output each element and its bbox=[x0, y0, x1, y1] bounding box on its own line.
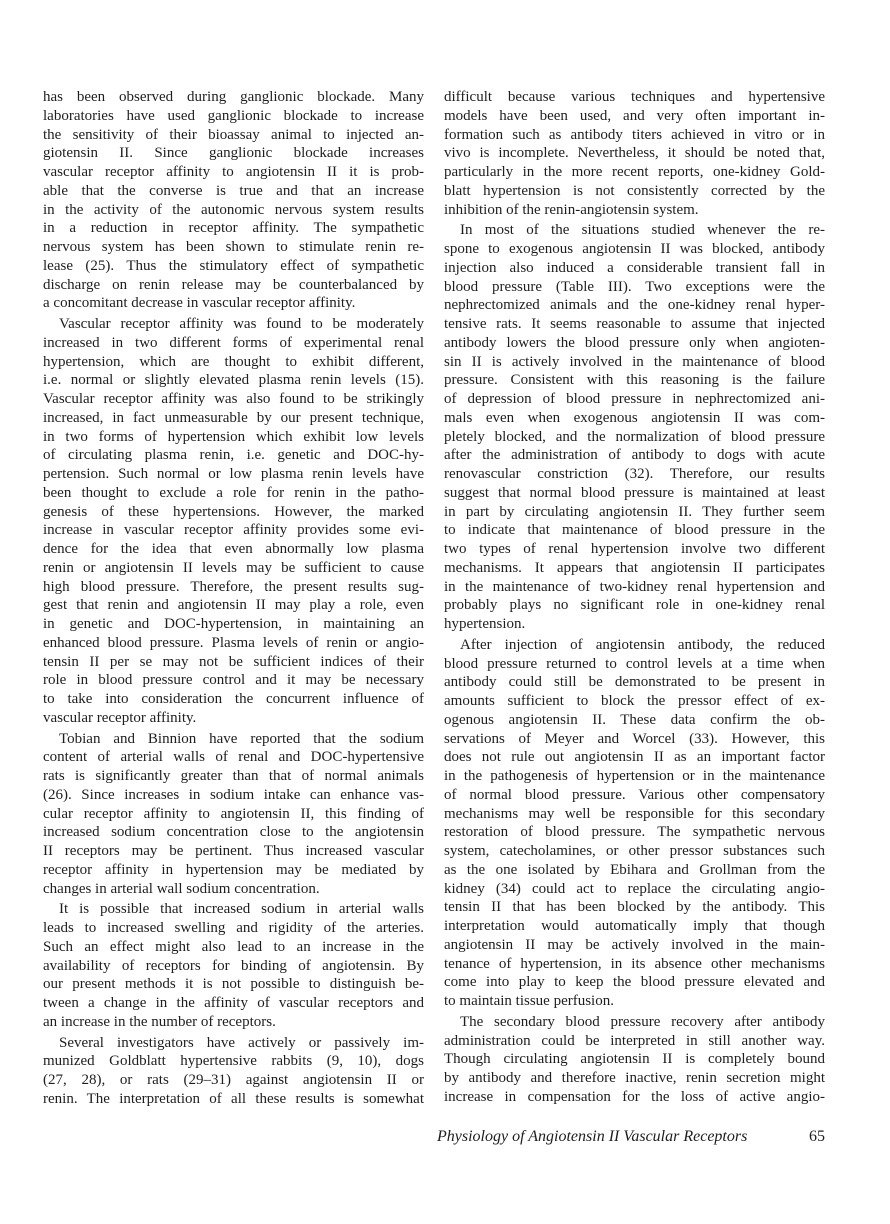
text-line: come into play to keep the blood pressure elevated and bbox=[444, 974, 825, 991]
text-line: gest that renin and angiotensin II may play a role, even bbox=[43, 597, 424, 614]
text-line: in the activity of the autonomic nervous system results bbox=[43, 201, 424, 218]
text-line: does not rule out angiotensin II as an important factor bbox=[444, 749, 825, 766]
text-line: spone to exogenous angiotensin II was blocked, antibody bbox=[444, 241, 825, 257]
text-line: renin or angiotensin II levels may be sufficient to cause bbox=[43, 559, 424, 576]
text-line: in genetic and DOC-hypertension, in maintaining an bbox=[43, 616, 424, 632]
text-line: restoration of blood pressure. The sympathetic nervous bbox=[444, 824, 825, 841]
text-line: to take into consideration the concurrent influence of bbox=[43, 691, 424, 707]
text-line: to maintain tissue perfusion. bbox=[444, 993, 614, 1009]
paragraph bbox=[43, 315, 424, 728]
text-line: ogenous angiotensin II. These data confirm the ob- bbox=[444, 711, 825, 728]
text-line: increased sodium concentration close to the angiotensin bbox=[43, 824, 424, 841]
text-line: injection also induced a considerable transient fall in bbox=[444, 259, 825, 276]
text-line: Though circulating angiotensin II is completely bound bbox=[444, 1051, 825, 1068]
text-line: as the one isolated by Ebihara and Grollman from the bbox=[444, 861, 825, 878]
text-line: increase in vascular receptor affinity provides some evi- bbox=[43, 522, 424, 539]
text-line: sin II is actively involved in the maintenance of blood bbox=[444, 353, 825, 370]
text-line: nephrectomized animals and the one-kidney renal hyper- bbox=[444, 297, 825, 314]
text-line: able that the converse is true and that an increase bbox=[43, 182, 424, 199]
text-line: servations of Meyer and Worcel (33). However, this bbox=[444, 730, 825, 747]
text-line: increased in two different forms of experimental renal bbox=[43, 334, 424, 351]
text-line: blood pressure returned to control levels at a time when bbox=[444, 655, 825, 672]
text-line: availability of receptors for binding of angiotensin. By bbox=[43, 957, 424, 974]
text-line: pressure. Consistent with this reasoning is the failure bbox=[444, 372, 825, 389]
text-line: after the administration of antibody to dogs with acute bbox=[444, 447, 825, 464]
text-line: tenance of hypertension, in its absence other mechanisms bbox=[444, 955, 825, 972]
text-line: In most of the situations studied whenever the re- bbox=[460, 222, 825, 239]
text-line: system, catecholamines, or other pressor substances such bbox=[444, 843, 825, 859]
text-line: an increase in the number of receptors. bbox=[43, 1013, 276, 1030]
text-line: munized Goldblatt hypertensive rabbits (9, 10), dogs bbox=[43, 1053, 424, 1070]
text-line: particularly in the more recent reports, one-kidney Gold- bbox=[444, 164, 825, 180]
paragraph bbox=[444, 1013, 825, 1107]
text-line: discharge on renin release may be counterbalanced by bbox=[43, 276, 424, 293]
text-line: It is possible that increased sodium in arterial walls bbox=[59, 901, 424, 918]
text-line: changes in arterial wall sodium concentration. bbox=[43, 880, 320, 897]
text-line: antibody could still be demonstrated to be present in bbox=[444, 674, 825, 691]
text-line: blatt hypertension is not consistently corrected by the bbox=[444, 182, 825, 199]
paragraph bbox=[43, 730, 424, 899]
text-line: increase in compensation for the loss of active angio- bbox=[444, 1088, 825, 1105]
text-line: tensin II per se may not be sufficient indices of their bbox=[43, 653, 424, 670]
text-line: mechanisms may well be responsible for this secondary bbox=[444, 805, 825, 822]
text-line: The secondary blood pressure recovery after antibody bbox=[460, 1013, 825, 1030]
text-line: the sensitivity of their bioassay animal to injected an- bbox=[43, 126, 424, 143]
text-line: kidney (34) could act to replace the circulating angio- bbox=[444, 880, 825, 897]
text-line: mals even when exogenous angiotensin II was com- bbox=[444, 409, 825, 426]
text-line: of circulating plasma renin, i.e. genetic and DOC-hy- bbox=[43, 447, 424, 464]
text-line: formation such as antibody titers achieved in vitro or in bbox=[444, 126, 825, 143]
text-line: angiotensin II may be actively involved in the main- bbox=[444, 936, 825, 953]
text-line: receptor affinity in hypertension may be mediated by bbox=[43, 861, 424, 878]
text-line: genesis of these hypertensions. However, the marked bbox=[43, 503, 424, 520]
text-line: (26). Since increases in sodium intake can enhance vas- bbox=[43, 786, 424, 803]
text-line: increased, in fact unmeasurable by our present technique, bbox=[43, 409, 424, 426]
text-line: in a reduction in receptor affinity. The sympathetic bbox=[43, 220, 424, 237]
running-title: Physiology of Angiotensin II Vascular Receptors bbox=[437, 1128, 748, 1145]
text-line: renin. The interpretation of all these results is somewhat bbox=[43, 1090, 424, 1107]
text-line: renovascular constriction (32). Therefore, our results bbox=[444, 466, 825, 482]
text-line: content of arterial walls of renal and DOC-hypertensive bbox=[43, 749, 424, 766]
text-line: models have been used, and very often important in- bbox=[444, 107, 825, 124]
page-footer bbox=[437, 1127, 825, 1147]
paragraph bbox=[43, 88, 424, 313]
right-column bbox=[444, 88, 825, 1109]
paragraph bbox=[444, 221, 825, 634]
text-line: Vascular receptor affinity was also found to be strikingly bbox=[43, 391, 424, 407]
text-line: our present methods it is not possible to distinguish be- bbox=[43, 976, 424, 993]
text-line: hypertension. bbox=[444, 616, 526, 632]
text-line: in part by circulating angiotensin II. They further seem bbox=[444, 503, 825, 520]
text-line: Vascular receptor affinity was found to be moderately bbox=[59, 316, 424, 332]
paragraph bbox=[444, 88, 825, 219]
text-line: vivo is incomplete. Nevertheless, it should be noted that, bbox=[444, 145, 825, 162]
text-line: Several investigators have actively or passively im- bbox=[59, 1034, 424, 1051]
text-line: a concomitant decrease in vascular receptor affinity. bbox=[43, 295, 356, 312]
text-line: of depression of blood pressure in nephrectomized ani- bbox=[444, 391, 825, 407]
text-line: tween a change in the affinity of vascular receptors and bbox=[43, 995, 424, 1011]
text-line: two types of renal hypertension involve two different bbox=[444, 541, 825, 557]
text-line: nervous system has been shown to stimulate renin re- bbox=[43, 239, 424, 255]
text-line: in the maintenance of two-kidney renal hypertension and bbox=[444, 578, 825, 595]
text-line: suggest that normal blood pressure is maintained at least bbox=[444, 484, 825, 501]
text-line: probably plays no significant role in one-kidney renal bbox=[444, 597, 825, 614]
text-line: giotensin II. Since ganglionic blockade increases bbox=[43, 145, 424, 162]
text-line: Such an effect might also lead to an increase in the bbox=[43, 938, 424, 955]
text-line: hypertension, which are thought to exhibit different, bbox=[43, 353, 424, 370]
text-line: (27, 28), or rats (29–31) against angiotensin II or bbox=[43, 1072, 424, 1088]
text-line: pletely blocked, and the normalization of blood pressure bbox=[444, 428, 825, 445]
text-line: enhanced blood pressure. Plasma levels of renin or angio- bbox=[43, 634, 424, 651]
left-column bbox=[43, 88, 424, 1111]
paragraph bbox=[43, 900, 424, 1031]
text-line: antibody lowers the blood pressure only when angioten- bbox=[444, 334, 825, 351]
text-line: i.e. normal or slightly elevated plasma renin levels (15). bbox=[43, 372, 424, 389]
text-line: vascular receptor affinity. bbox=[43, 709, 197, 726]
text-line: dence for the idea that even abnormally low plasma bbox=[43, 541, 424, 557]
text-line: of normal blood pressure. Various other compensatory bbox=[444, 786, 825, 803]
text-line: leads to increased swelling and rigidity of the arteries. bbox=[43, 920, 424, 936]
paragraph bbox=[43, 1034, 424, 1109]
text-line: Tobian and Binnion have reported that the sodium bbox=[59, 730, 424, 747]
text-line: vascular receptor affinity to angiotensin II it is prob- bbox=[43, 164, 424, 180]
text-line: role in blood pressure control and it may be necessary bbox=[43, 672, 424, 689]
text-line: has been observed during ganglionic blockade. Many bbox=[43, 89, 424, 105]
text-line: been thought to exclude a role for renin in the patho- bbox=[43, 484, 424, 501]
text-line: mechanisms. It appears that angiotensin II participates bbox=[444, 559, 825, 576]
text-line: difficult because various techniques and hypertensive bbox=[444, 89, 825, 105]
text-line: inhibition of the renin-angiotensin system. bbox=[444, 201, 699, 218]
text-line: in two forms of hypertension which exhibit low levels bbox=[43, 428, 424, 445]
text-line: in the pathogenesis of hypertension or in the maintenance bbox=[444, 768, 825, 784]
text-line: to indicate that maintenance of blood pressure in the bbox=[444, 522, 825, 539]
text-line: lease (25). Thus the stimulatory effect of sympathetic bbox=[43, 257, 424, 274]
page-number: 65 bbox=[809, 1128, 825, 1145]
text-line: administration could be interpreted in still another way. bbox=[444, 1032, 825, 1049]
text-line: rats is significantly greater than that of normal animals bbox=[43, 768, 424, 784]
text-line: cular receptor affinity to angiotensin II, this finding of bbox=[43, 805, 424, 822]
paragraph bbox=[444, 636, 825, 1011]
text-line: blood pressure (Table III). Two exceptions were the bbox=[444, 278, 825, 295]
text-line: pertension. Such normal or low plasma renin levels have bbox=[43, 466, 424, 482]
text-line: tensin II that has been blocked by the antibody. This bbox=[444, 899, 825, 916]
text-line: by antibody and therefore inactive, renin secretion might bbox=[444, 1070, 825, 1086]
text-line: laboratories have used ganglionic blockade to increase bbox=[43, 107, 424, 124]
text-line: amounts sufficient to block the pressor effect of ex- bbox=[444, 693, 825, 709]
text-line: After injection of angiotensin antibody, the reduced bbox=[460, 636, 825, 653]
text-line: II receptors may be pertinent. Thus increased vascular bbox=[43, 843, 424, 859]
text-line: tensive rats. It seems reasonable to assume that injected bbox=[444, 316, 825, 332]
text-line: interpretation would automatically imply that though bbox=[444, 918, 825, 934]
text-line: high blood pressure. Therefore, the present results sug- bbox=[43, 578, 424, 595]
